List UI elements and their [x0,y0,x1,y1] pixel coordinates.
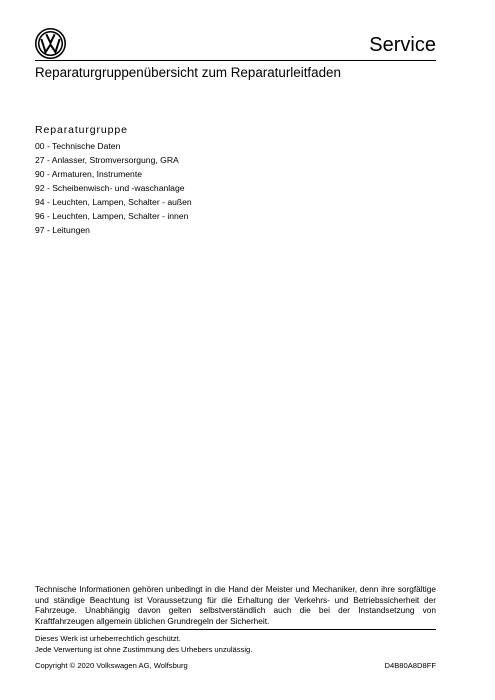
document-title: Reparaturgruppenübersicht zum Reparaturleitfaden [35,65,341,80]
document-id: D4B80A8D8FF [384,661,436,670]
repair-group-item[interactable]: 94 - Leuchten, Lampen, Schalter - außen [35,197,192,207]
copyright-line-2: Jede Verwertung ist ohne Zustimmung des Urhebers unzulässig. [35,644,253,654]
section-heading: Reparaturgruppe [35,124,128,136]
safety-notice: Technische Informationen gehören unbedingt in die Hand der Meister und Mechaniker, denn ihre sorgfältige und ständige Beachtung ist Voraussetzung für die Erhaltung der Verkehrs- und Betriebssicherheit der Fahrzeuge. Unabhängig davon gelten selbstverständlich auch die bei der Instandsetzung von Kraftfahrzeugen allgemein üblichen Grundregeln der Sicherheit. [35,584,436,626]
repair-group-item[interactable]: 27 - Anlasser, Stromversorgung, GRA [35,155,179,165]
service-label: Service [369,34,436,56]
footer-divider [35,629,436,630]
vw-logo-icon [35,28,66,59]
repair-group-list [35,139,192,237]
repair-group-item[interactable]: 97 - Leitungen [35,225,90,235]
repair-group-item[interactable]: 92 - Scheibenwisch- und -waschanlage [35,183,185,193]
repair-group-item[interactable]: 96 - Leuchten, Lampen, Schalter - innen [35,211,189,221]
repair-group-item[interactable]: 00 - Technische Daten [35,141,121,151]
repair-group-item[interactable]: 90 - Armaturen, Instrumente [35,169,142,179]
copyright-note [35,634,252,655]
header-divider [35,60,436,61]
copyright-text: Copyright © 2020 Volkswagen AG, Wolfsburg [35,661,188,670]
copyright-line-1: Dieses Werk ist urheberrechtlich geschützt. [35,634,181,643]
